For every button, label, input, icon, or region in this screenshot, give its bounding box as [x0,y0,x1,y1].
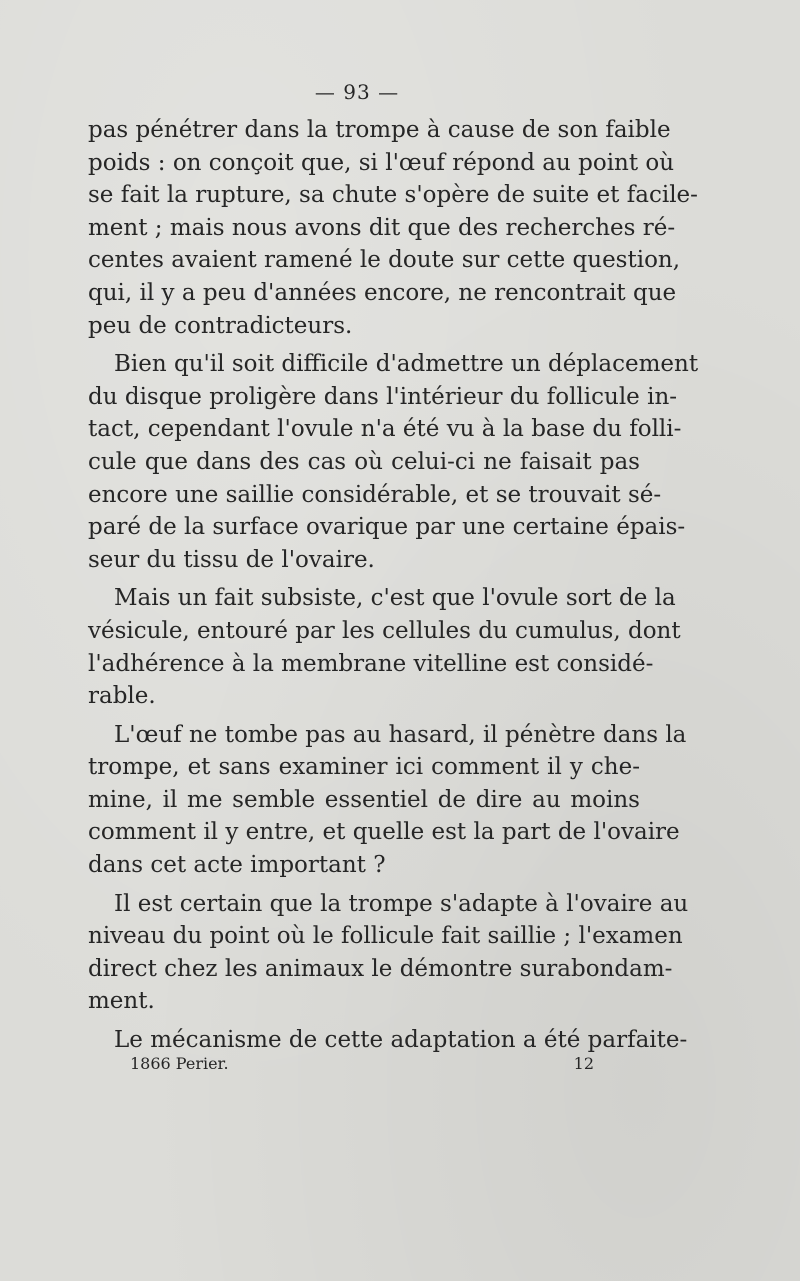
text-line: qui, il y a peu d'années encore, ne rencontrait que [88,279,677,306]
text-line: L'œuf ne tombe pas au hasard, il pénètre dans la [114,721,687,748]
text-line: se fait la rupture, sa chute s'opère de suite et facile- [88,182,698,209]
paragraph [88,719,687,882]
text-line: centes avaient ramené le doute sur cette question, [88,247,681,274]
text-line: encore une saillie considérable, et se trouvait sé- [88,481,662,508]
text-line: ment. [88,988,155,1015]
text-line: comment il y entre, et quelle est la part de l'ovaire [88,819,680,846]
text-line: trompe, et sans examiner ici comment il y che- [88,754,640,781]
paragraph [88,582,681,712]
page-footer [130,1054,594,1073]
body-text [88,114,699,1057]
text-line: dans cet acte important ? [88,852,386,879]
paragraph [88,114,698,342]
paragraph [88,888,689,1018]
text-line: tact, cependant l'ovule n'a été vu à la base du folli- [88,416,682,443]
text-line: l'adhérence à la membrane vitelline est considé- [88,650,654,677]
text-line: Mais un fait subsiste, c'est que l'ovule sort de la [114,585,676,612]
text-line: du disque proligère dans l'intérieur du follicule in- [88,383,678,410]
paragraph [88,1024,688,1057]
text-line: Il est certain que la trompe s'adapte à l'ovaire au [114,890,689,917]
text-line: Le mécanisme de cette adaptation a été parfaite- [114,1027,688,1054]
text-line: peu de contradicteurs. [88,312,353,339]
text-line: Bien qu'il soit difficile d'admettre un déplacement [114,351,699,378]
text-line: niveau du point où le follicule fait saillie ; l'examen [88,923,683,950]
text-line: pas pénétrer dans la trompe à cause de son faible [88,117,671,143]
text-line: ment ; mais nous avons dit que des recherches ré- [88,214,676,241]
text-line: vésicule, entouré par les cellules du cumulus, dont [88,617,681,644]
text-line: poids : on conçoit que, si l'œuf répond au point où [88,149,675,176]
printer-signature: 1866 Perier. [130,1054,229,1073]
text-line: paré de la surface ovarique par une certaine épais- [88,514,686,541]
text-line: mine, il me semble essentiel de dire au moins [88,786,640,813]
text-line: rable. [88,683,156,710]
text-line: seur du tissu de l'ovaire. [88,546,375,573]
text-line: cule que dans des cas où celui-ci ne faisait pas [88,448,640,475]
text-line: direct chez les animaux le démontre surabondam- [88,955,673,982]
paragraph [88,348,699,576]
page-number: — 93 — [314,80,400,104]
gathering-signature: 12 [573,1054,594,1073]
